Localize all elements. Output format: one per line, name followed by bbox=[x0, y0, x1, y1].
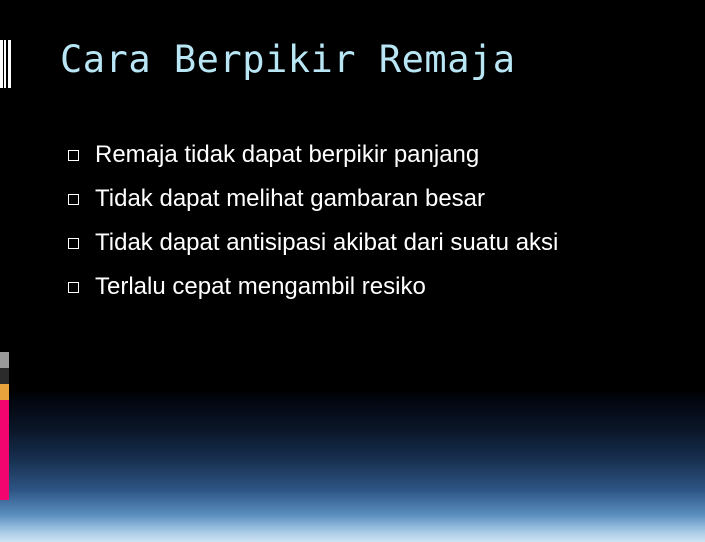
decorative-stripe-gray bbox=[0, 352, 9, 368]
square-bullet-icon bbox=[68, 194, 79, 205]
list-item bbox=[68, 228, 678, 260]
list-item-label: Tidak dapat antisipasi akibat dari suatu aksi bbox=[95, 229, 559, 256]
slide-title: Cara Berpikir Remaja bbox=[60, 38, 516, 81]
decorative-stripe-orange bbox=[0, 384, 9, 400]
square-bullet-icon bbox=[68, 150, 79, 161]
decorative-stripe-3 bbox=[8, 40, 11, 88]
list-item bbox=[68, 184, 678, 216]
decorative-stripes-middle bbox=[0, 352, 13, 400]
list-item bbox=[68, 272, 678, 304]
square-bullet-icon bbox=[68, 282, 79, 293]
decorative-stripe-1 bbox=[0, 40, 3, 88]
list-item-label: Tidak dapat melihat gambaran besar bbox=[95, 185, 485, 212]
decorative-bar-pink bbox=[0, 400, 9, 500]
list-item-label: Terlalu cepat mengambil resiko bbox=[95, 273, 426, 300]
decorative-stripes-top bbox=[0, 40, 14, 88]
decorative-stripe-dark bbox=[0, 368, 9, 384]
list-item bbox=[68, 140, 678, 172]
bullet-list bbox=[68, 140, 678, 316]
decorative-stripe-2 bbox=[4, 40, 6, 88]
list-item-label: Remaja tidak dapat berpikir panjang bbox=[95, 141, 480, 168]
square-bullet-icon bbox=[68, 238, 79, 249]
